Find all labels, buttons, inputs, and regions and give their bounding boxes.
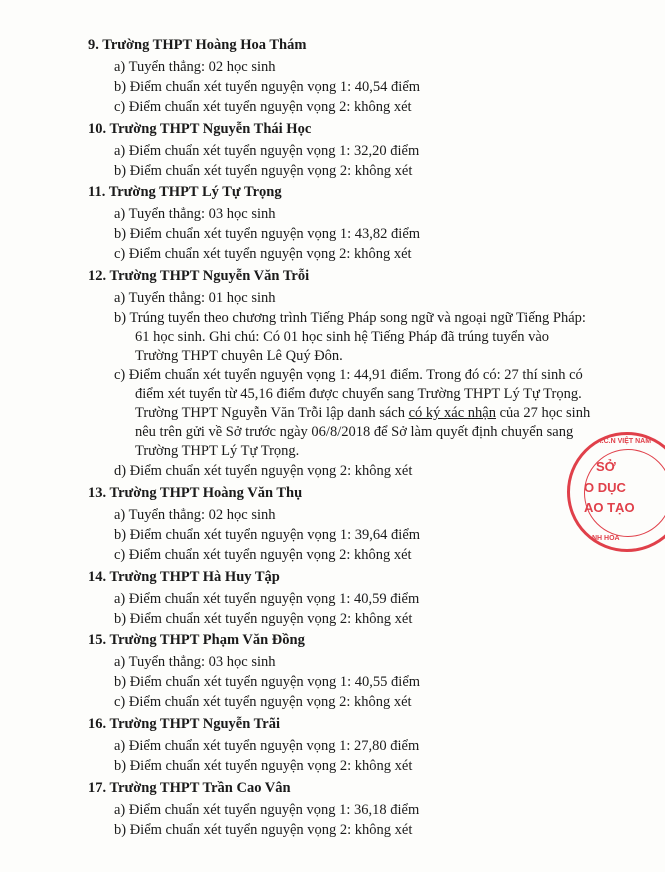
text-run: của 27 học sinh <box>495 405 591 421</box>
list-item: a) Tuyển thẳng: 02 học sinh <box>114 59 276 75</box>
section-title: 10. Trường THPT Nguyễn Thái Học <box>88 121 312 137</box>
list-item: b) Điểm chuẩn xét tuyển nguyện vọng 1: 40,55 điểm <box>114 674 421 690</box>
list-item: b) Điểm chuẩn xét tuyển nguyện vọng 1: 39,64 điểm <box>114 527 421 543</box>
list-item: b) Trúng tuyển theo chương trình Tiếng Pháp song ngữ và ngoại ngữ Tiếng Pháp: <box>114 310 586 326</box>
list-item: a) Tuyển thẳng: 03 học sinh <box>114 654 276 670</box>
seal-bottom-arc-text: NH HÒA <box>592 535 620 542</box>
seal-text-line: AO TẠO <box>584 500 635 515</box>
section-title: 9. Trường THPT Hoàng Hoa Thám <box>88 37 307 53</box>
list-item: a) Điểm chuẩn xét tuyển nguyện vọng 1: 40,59 điểm <box>114 591 420 607</box>
list-item: b) Điểm chuẩn xét tuyển nguyện vọng 2: không xét <box>114 611 413 627</box>
seal-text-line: O DỤC <box>584 480 626 495</box>
list-item: c) Điểm chuẩn xét tuyển nguyện vọng 1: 44,91 điểm. Trong đó có: 27 thí sinh có <box>114 367 583 383</box>
section-title: 14. Trường THPT Hà Huy Tập <box>88 569 280 585</box>
list-item: b) Điểm chuẩn xét tuyển nguyện vọng 2: không xét <box>114 822 413 838</box>
section-title: 17. Trường THPT Trần Cao Vân <box>88 780 291 796</box>
list-item-continuation: điểm xét tuyển từ 45,16 điểm được chuyển sang Trường THPT Lý Tự Trọng. <box>135 386 582 402</box>
list-item: b) Điểm chuẩn xét tuyển nguyện vọng 1: 40,54 điểm <box>114 79 421 95</box>
seal-text-line: SỞ <box>596 459 616 474</box>
list-item-continuation: Trường THPT chuyên Lê Quý Đôn. <box>135 348 343 364</box>
section-title: 13. Trường THPT Hoàng Văn Thụ <box>88 485 303 501</box>
list-item: d) Điểm chuẩn xét tuyển nguyện vọng 2: không xét <box>114 463 413 479</box>
list-item: a) Điểm chuẩn xét tuyển nguyện vọng 1: 32,20 điểm <box>114 143 420 159</box>
section-title: 15. Trường THPT Phạm Văn Đồng <box>88 632 305 648</box>
list-item: a) Điểm chuẩn xét tuyển nguyện vọng 1: 27,80 điểm <box>114 738 420 754</box>
list-item: c) Điểm chuẩn xét tuyển nguyện vọng 2: không xét <box>114 694 412 710</box>
list-item-continuation: nêu trên gửi về Sở trước ngày 06/8/2018 để Sở làm quyết định chuyển sang <box>135 424 574 440</box>
list-item: c) Điểm chuẩn xét tuyển nguyện vọng 2: không xét <box>114 99 412 115</box>
list-item-continuation <box>135 405 590 422</box>
underlined-text: có ký xác nhận <box>408 405 496 421</box>
section-title: 12. Trường THPT Nguyễn Văn Trỗi <box>88 268 310 284</box>
seal-top-arc-text: X.H.C.N VIỆT NAM <box>590 438 652 445</box>
official-seal <box>567 432 665 552</box>
list-item: a) Tuyển thẳng: 01 học sinh <box>114 290 276 306</box>
list-item-continuation: Trường THPT Lý Tự Trọng. <box>135 443 300 459</box>
section-title: 11. Trường THPT Lý Tự Trọng <box>88 184 282 200</box>
list-item: b) Điểm chuẩn xét tuyển nguyện vọng 2: không xét <box>114 163 413 179</box>
list-item: a) Tuyển thẳng: 02 học sinh <box>114 507 276 523</box>
list-item: c) Điểm chuẩn xét tuyển nguyện vọng 2: không xét <box>114 246 412 262</box>
list-item: a) Điểm chuẩn xét tuyển nguyện vọng 1: 36,18 điểm <box>114 802 420 818</box>
list-item: c) Điểm chuẩn xét tuyển nguyện vọng 2: không xét <box>114 547 412 563</box>
text-run: Trường THPT Nguyễn Văn Trỗi lập danh sách <box>135 405 409 421</box>
list-item: b) Điểm chuẩn xét tuyển nguyện vọng 2: không xét <box>114 758 413 774</box>
list-item: a) Tuyển thẳng: 03 học sinh <box>114 206 276 222</box>
section-title: 16. Trường THPT Nguyễn Trãi <box>88 716 280 732</box>
list-item: b) Điểm chuẩn xét tuyển nguyện vọng 1: 43,82 điểm <box>114 226 421 242</box>
list-item-continuation: 61 học sinh. Ghi chú: Có 01 học sinh hệ Tiếng Pháp đã trúng tuyển vào <box>135 329 550 345</box>
